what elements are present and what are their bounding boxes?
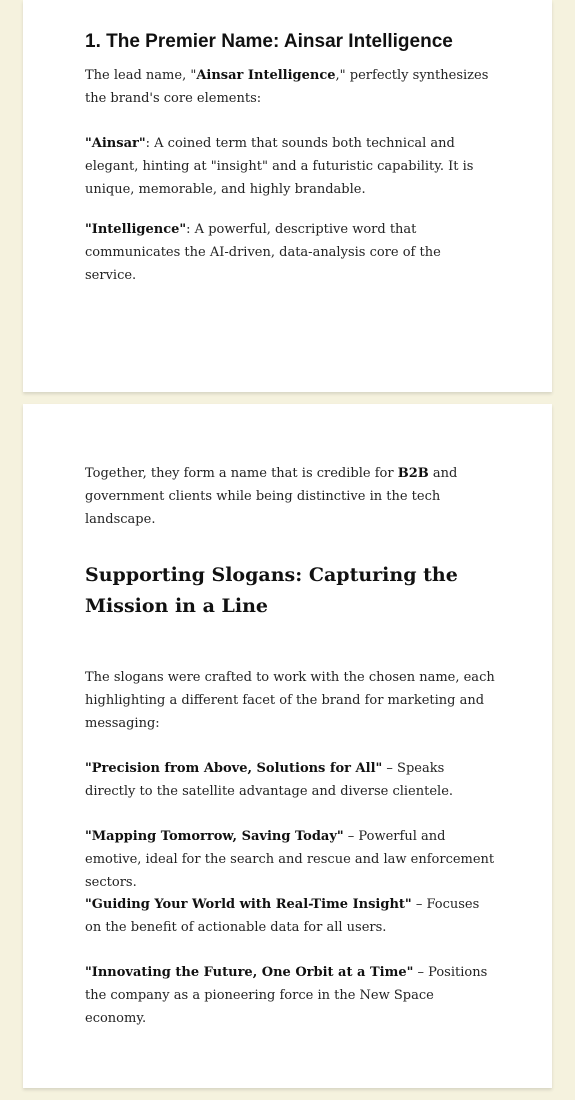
ainsar-term: "Ainsar" [85, 136, 146, 151]
together-prefix: Together, they form a name that is credible for [85, 466, 398, 481]
intelligence-paragraph [85, 218, 495, 287]
heading-slogans-rest: : Capturing the Mission in a Line [85, 564, 458, 617]
document-page-1 [23, 0, 552, 392]
section-heading-premier-name [85, 29, 495, 55]
slogan-item [85, 757, 495, 803]
together-suffix: and government clients while being distinctive in the tech landscape. [85, 466, 458, 527]
heading-brand-name: Ainsar Intelligence [283, 31, 453, 52]
ainsar-description: : A coined term that sounds both technical and elegant, hinting at "insight" and a futuristic capability. It is unique, memorable, and highly brandable. [85, 136, 474, 197]
ainsar-paragraph [85, 132, 495, 201]
slogan-quote: "Innovating the Future, One Orbit at a Time" [85, 965, 414, 980]
slogan-description: – Speaks directly to the satellite advantage and diverse clientele. [85, 761, 454, 799]
slogan-description: – Powerful and emotive, ideal for the search and rescue and law enforcement sectors. [85, 829, 495, 890]
slogan-quote: "Mapping Tomorrow, Saving Today" [85, 829, 344, 844]
section-heading-supporting-slogans [85, 560, 495, 622]
intro-brand-name: Ainsar Intelligence [196, 68, 336, 83]
slogan-quote: "Guiding Your World with Real-Time Insight" [85, 897, 412, 912]
slogans-intro-paragraph [85, 666, 495, 735]
heading-number: 1. The Premier Name: [85, 31, 284, 52]
intro-suffix: ," perfectly synthesizes the brand's core elements: [85, 68, 489, 106]
slogan-item [85, 893, 495, 939]
slogan-description: – Focuses on the benefit of actionable data for all users. [85, 897, 480, 935]
intelligence-description: : A powerful, descriptive word that communicates the AI-driven, data-analysis core of the service. [85, 222, 441, 283]
slogans-intro-text: The slogans were crafted to work with the chosen name, each highlighting a different facet of the brand for marketing and messaging: [85, 670, 495, 731]
slogan-description: – Positions the company as a pioneering force in the New Space economy. [85, 965, 488, 1026]
document-page-2 [23, 404, 552, 1088]
slogan-item [85, 825, 495, 894]
intelligence-term: "Intelligence" [85, 222, 187, 237]
together-b2b: B2B [397, 466, 429, 481]
together-paragraph [85, 462, 495, 531]
heading-slogans-bold: Supporting Slogans [85, 564, 296, 586]
intro-paragraph [85, 64, 495, 110]
intro-prefix: The lead name, " [85, 68, 197, 83]
slogan-quote: "Precision from Above, Solutions for All" [85, 761, 383, 776]
slogan-item [85, 961, 495, 1030]
